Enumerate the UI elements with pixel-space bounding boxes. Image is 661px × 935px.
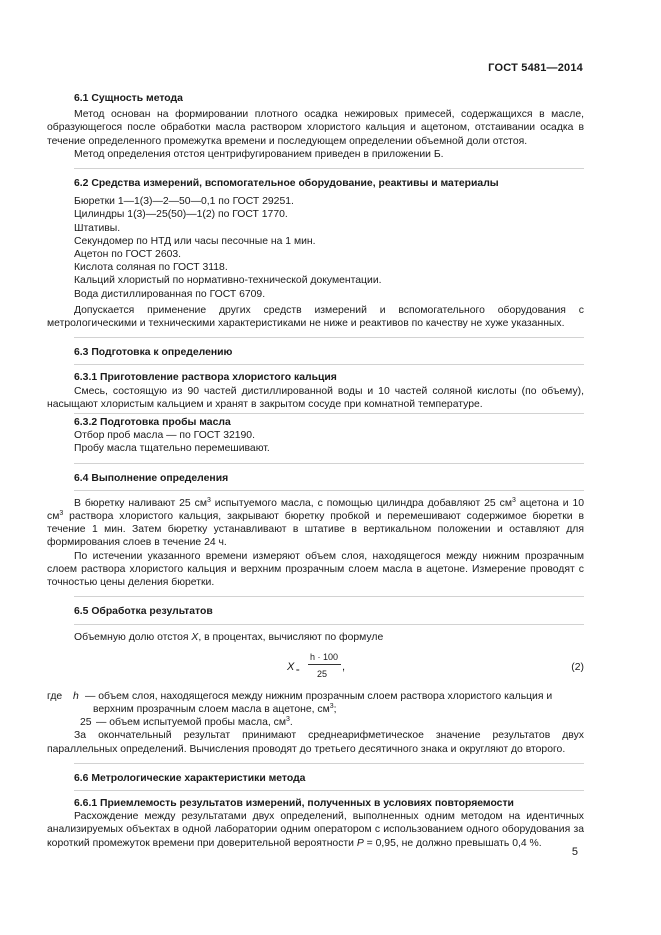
- materials-item: Бюретки 1—1(3)—2—50—0,1 по ГОСТ 29251.: [74, 196, 294, 208]
- section-6-2-extra: Допускается применение других средств измерений и вспомогательного оборудования с метрологическими и техническими характеристиками не ниже и реактивов по качеству не хуже указанных.: [47, 304, 584, 330]
- section-6-3-2-para2: Пробу масла тщательно перемешивают.: [74, 443, 270, 455]
- materials-item: Цилиндры 1(3)—25(50)—1(2) по ГОСТ 1770.: [74, 209, 288, 221]
- materials-list: [74, 195, 584, 301]
- where-block: [47, 690, 584, 730]
- section-6-5-title: 6.5 Обработка результатов: [74, 606, 213, 618]
- standard-number: ГОСТ 5481—2014: [488, 62, 583, 74]
- section-6-4-title: 6.4 Выполнение определения: [74, 472, 229, 484]
- page-number: 5: [571, 846, 578, 858]
- formula-fraction-bar: [308, 664, 341, 665]
- section-6-1-para: [47, 108, 584, 148]
- divider: [74, 624, 584, 625]
- formula-denominator: 25: [317, 668, 328, 679]
- where-25-text: — объем испытуемой пробы масла, $см^3$.: [96, 716, 293, 729]
- divider: [74, 413, 584, 414]
- section-6-3-1-text: Смесь, состоящую из 90 частей дистиллированной воды и 10 частей соляной кислоты (по объему), насыщают хлористым кальцием и хранят в закрытом сосуде при комнатной температуре.: [47, 385, 584, 410]
- formula-lhs: X: [287, 660, 295, 673]
- divider: [74, 790, 584, 791]
- section-6-1-text: Метод основан на формировании плотного осадка нежировых примесей, содержащихся в масле, образующегося после обработки масла раствором хлористого кальция и ацетоном, отстаивании осадка в течение определенного промежутка времени и последующем определении объемной доли отстоя.: [47, 109, 584, 147]
- section-6-4-para2: По истечении указанного времени измеряют объем слоя, находящегося между нижним прозрачным слоем раствора хлористого кальция и верхним прозрачным слоем масла в ацетоне. Измерение проводят с точностью цены деления бюретки.: [47, 550, 584, 589]
- formula-equals: =: [296, 667, 300, 674]
- materials-item: Кальций хлористый по нормативно-технической документации.: [74, 275, 382, 287]
- section-6-1-para2: Метод определения отстоя центрифугированием приведен в приложении Б.: [74, 148, 444, 160]
- divider: [74, 490, 584, 491]
- divider: [74, 463, 584, 464]
- section-6-3-2-para1: Отбор проб масла — по ГОСТ 32190.: [74, 430, 255, 442]
- section-6-6-1-title: 6.6.1 Приемлемость результатов измерений, полученных в условиях повторяемости: [74, 797, 514, 809]
- divider: [74, 168, 584, 169]
- divider: [74, 337, 584, 338]
- section-6-3-1-title: 6.3.1 Приготовление раствора хлористого кальция: [74, 372, 337, 384]
- divider: [74, 364, 584, 365]
- materials-item: Секундомер по НТД или часы песочные на 1 мин.: [74, 235, 316, 247]
- section-6-2-title: 6.2 Средства измерений, вспомогательное оборудование, реактивы и материалы: [74, 178, 499, 190]
- divider: [74, 763, 584, 764]
- formula-comma: ,: [342, 660, 346, 673]
- materials-item: Вода дистиллированная по ГОСТ 6709.: [74, 288, 266, 300]
- document-body: [47, 92, 584, 850]
- materials-item: Ацетон по ГОСТ 2603.: [74, 249, 182, 261]
- section-6-3-title: 6.3 Подготовка к определению: [74, 347, 233, 359]
- where-label: где: [47, 690, 63, 702]
- where-symbol-h: h: [73, 690, 79, 702]
- section-6-5-final: За окончательный результат принимают среднеарифметическое значение результатов двух параллельных определений. Вычисления проводят до третьего десятичного знака и округляют до второго.: [47, 730, 584, 755]
- formula-numerator: h · 100: [310, 651, 339, 662]
- where-symbol-25: 25: [80, 717, 92, 729]
- formula-number: (2): [571, 661, 584, 673]
- formula-2: [74, 648, 584, 688]
- section-6-5-intro: Объемную долю отстоя X, в процентах, вычисляют по формуле: [74, 631, 384, 643]
- section-6-6-1-text: Расхождение между результатами двух определений, выполненных одним методом на идентичных анализируемых объектах в одной лаборатории одним оператором с использованием одного оборудования за короткий промежуток времени при доверительной вероятности P = 0,95, не должно превышать 0,4 %.: [47, 811, 584, 849]
- materials-item: Штативы.: [74, 222, 121, 234]
- divider: [74, 596, 584, 597]
- where-h-text: — объем слоя, находящегося между нижним прозрачным слоем раствора хлористого кальция и: [85, 690, 553, 702]
- where-h-continued: верхним прозрачным слоем масла в ацетоне, $см^3$;: [93, 702, 337, 715]
- section-6-6-title: 6.6 Метрологические характеристики метода: [74, 772, 306, 784]
- section-6-4-para1: В бюретку наливают 25 $см^3$ испытуемого масла, с помощью цилиндра добавляют 25 $см^3$ ацетона и 10 $см^3$ раствора хлористого кальция, закрывают бюретку пробкой и перемешивают содержимое бюретки в течение 1 мин. Затем бюретку устанавливают в штативе в вертикальном положении и оставляют для формирования слоев в течение 24 ч.: [47, 496, 584, 549]
- materials-item: Кислота соляная по ГОСТ 3118.: [74, 262, 228, 274]
- section-6-1-title: 6.1 Сущность метода: [74, 93, 183, 104]
- section-6-3-2-title: 6.3.2 Подготовка пробы масла: [74, 417, 231, 429]
